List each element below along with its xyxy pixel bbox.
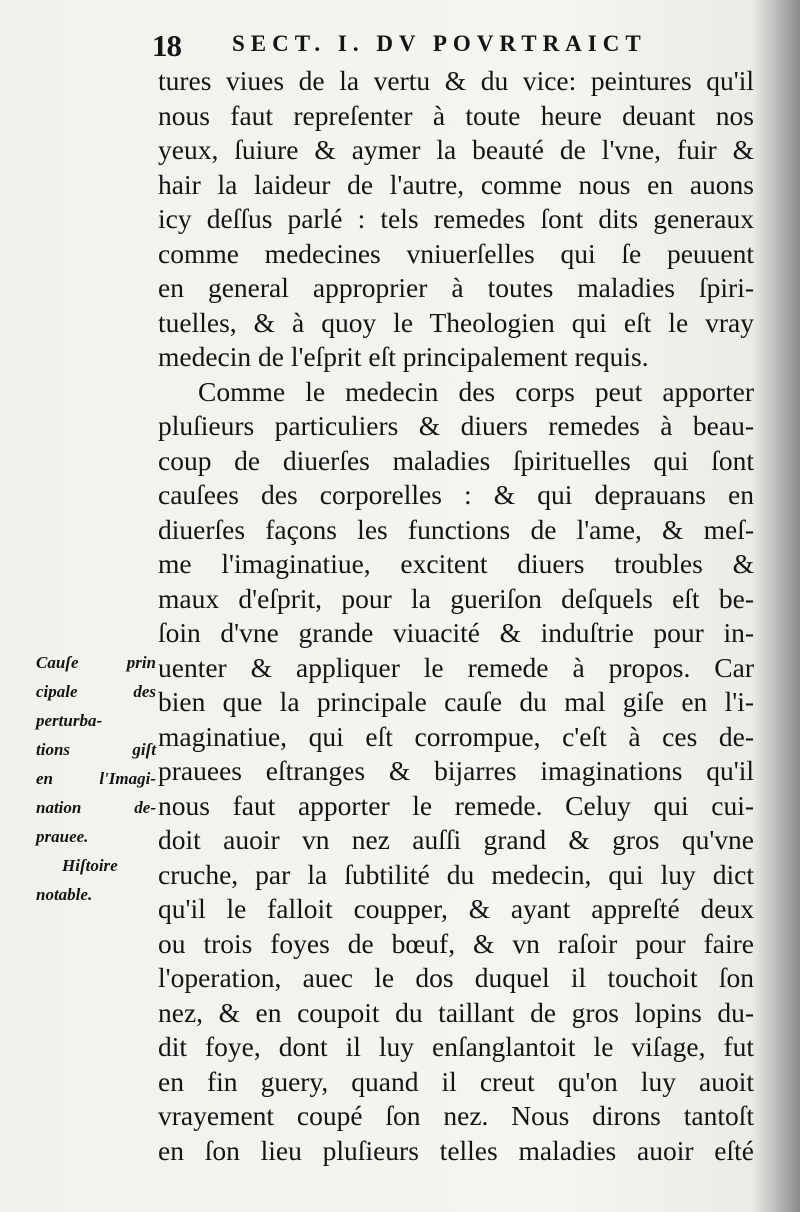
- text-line: ou trois foyes de bœuf, & vn raſoir pour faire: [158, 927, 754, 959]
- marginal-note-line: notable.: [36, 885, 93, 904]
- text-line: tuelles, & à quoy le Theologien qui eſt le vray: [158, 306, 754, 338]
- marginal-note-line: perturba-: [36, 711, 103, 730]
- text-line: maux d'eſprit, pour la gueriſon deſquels eſt be-: [158, 582, 754, 614]
- running-head: SECT. I. DV POVRTRAICT: [232, 31, 647, 56]
- text-line: icy deſſus parlé : tels remedes ſont dits generaux: [158, 203, 754, 234]
- text-line: en ſon lieu pluſieurs telles maladies auoir eſté: [158, 1134, 754, 1166]
- marginal-notes: [36, 648, 156, 909]
- text-line: uenter & appliquer le remede à propos. Car: [158, 651, 754, 683]
- text-line: nez, & en coupoit du taillant de gros lopins du-: [158, 996, 754, 1028]
- text-line: yeux, ſuiure & aymer la beauté de l'vne, fuir &: [158, 134, 754, 165]
- text-line: medecin de l'eſprit eſt principalement requis.: [158, 341, 649, 372]
- text-line: cauſees des corporelles : & qui deprauans en: [158, 479, 754, 510]
- text-line: dit foye, dont il luy enſanglantoit le viſage, fut: [158, 1031, 754, 1062]
- page-number: 18: [152, 28, 181, 63]
- text-line: l'operation, auec le dos duquel il touchoit ſon: [158, 962, 754, 993]
- text-line: me l'imaginatiue, excitent diuers troubles &: [158, 548, 754, 579]
- text-line: en fin guery, quand il creut qu'on luy auoit: [158, 1065, 754, 1097]
- text-line: maginatiue, qui eſt corrompue, c'eſt à ces de-: [158, 720, 754, 752]
- marginal-note-line: en l'Imagi-: [36, 769, 156, 788]
- text-line: cruche, par la ſubtilité du medecin, qui luy dict: [158, 858, 754, 890]
- marginal-note-line: tions giſt: [36, 740, 156, 759]
- text-line: prauees eſtranges & bijarres imaginations qu'il: [158, 755, 754, 786]
- text-line: coup de diuerſes maladies ſpirituelles qui ſont: [158, 444, 754, 476]
- marginal-note-line: nation de-: [36, 798, 156, 817]
- text-line: tures viues de la vertu & du vice: peintures qu'il: [158, 65, 754, 96]
- text-line: en general approprier à toutes maladies ſpiri-: [158, 272, 754, 303]
- text-line: vrayement coupé ſon nez. Nous dirons tantoſt: [158, 1100, 754, 1131]
- marginal-note-line: Cauſe prin: [36, 653, 156, 672]
- text-line: doit auoir vn nez auſſi grand & gros qu'vne: [158, 824, 754, 855]
- text-line: ſoin d'vne grande viuacité & induſtrie pour in-: [158, 617, 754, 648]
- page-header: [150, 28, 760, 62]
- marginal-note-line: prauee.: [36, 827, 89, 846]
- marginal-note-line: Hiſtoire: [62, 856, 118, 875]
- text-line: comme medecines vniuerſelles qui ſe peuuent: [158, 237, 754, 269]
- text-line: hair la laideur de l'autre, comme nous en auons: [158, 168, 754, 200]
- text-line: nous faut repreſenter à toute heure deuant nos: [158, 99, 754, 131]
- body-text: [158, 64, 754, 1168]
- text-line: qu'il le falloit coupper, & ayant appreſté deux: [158, 893, 754, 924]
- text-line: pluſieurs particuliers & diuers remedes à beau-: [158, 410, 754, 441]
- marginal-note-line: cipale des: [36, 682, 156, 701]
- text-line: nous faut apporter le remede. Celuy qui cui-: [158, 789, 754, 821]
- paragraph-start-line: Comme le medecin des corps peut apporter: [198, 375, 754, 407]
- text-line: bien que la principale cauſe du mal giſe en l'i-: [158, 686, 754, 717]
- text-line: diuerſes façons les functions de l'ame, & meſ-: [158, 513, 754, 545]
